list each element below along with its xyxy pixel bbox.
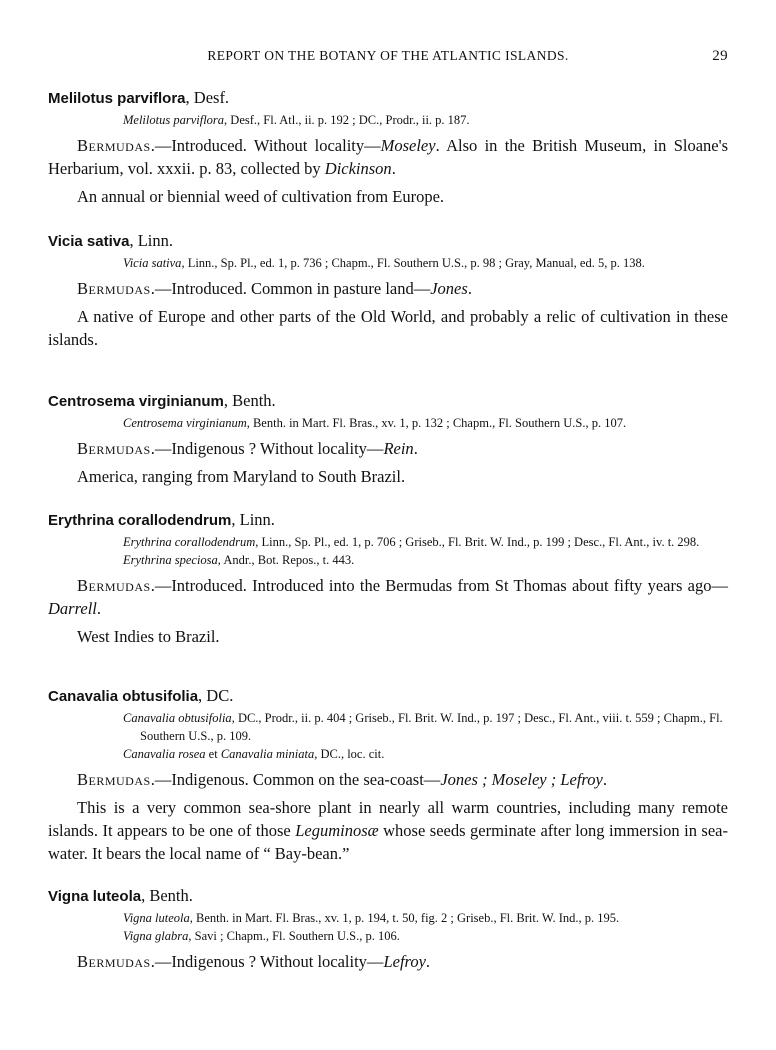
species-name: Canavalia obtusifolia xyxy=(48,688,199,705)
record-text: . xyxy=(96,599,102,618)
species-author: , Linn. xyxy=(129,231,173,250)
collector-name: Dickinson xyxy=(324,159,392,178)
species-heading xyxy=(48,391,728,412)
reference-taxon: Erythrina corallodendrum xyxy=(123,535,256,549)
reference-citation: , Linn., Sp. Pl., ed. 1, p. 736 ; Chapm., Fl. Southern U.S., p. 98 ; Gray, Manual, ed. 5, p. 138. xyxy=(181,256,645,270)
record-text: . xyxy=(425,952,431,971)
reference-citation: , Savi ; Chapm., Fl. Southern U.S., p. 106. xyxy=(188,929,400,943)
reference-taxon: Vigna glabra xyxy=(123,929,189,943)
record-text: .—Indigenous ? Without locality— xyxy=(150,439,384,458)
locality-record xyxy=(48,950,728,973)
reference-taxon: Canavalia rosea xyxy=(123,747,206,761)
species-entry xyxy=(48,88,728,208)
reference-taxon: Canavalia miniata xyxy=(220,747,315,761)
species-name: Erythrina corallodendrum xyxy=(48,512,232,529)
record-text: .—Introduced. Introduced into the Bermudas from St Thomas about fifty years ago— xyxy=(150,576,728,595)
species-entry xyxy=(48,231,728,351)
species-author: , Linn. xyxy=(231,510,275,529)
collector-name: Jones xyxy=(430,279,468,298)
reference xyxy=(65,533,728,551)
page-number: 29 xyxy=(712,48,728,64)
running-title: REPORT ON THE BOTANY OF THE ATLANTIC ISLANDS. xyxy=(207,48,569,63)
reference-citation: , Desf., Fl. Atl., ii. p. 192 ; DC., Prodr., ii. p. 187. xyxy=(224,113,470,127)
region-label: Bermudas xyxy=(77,279,151,298)
record-text: . xyxy=(391,159,396,178)
species-name: Vicia sativa xyxy=(48,233,130,250)
species-name: Vigna luteola xyxy=(48,888,142,905)
record-text: .—Indigenous. Common on the sea-coast— xyxy=(150,770,441,789)
reference-taxon: Vigna luteola xyxy=(123,911,190,925)
reference-citation: , Andr., Bot. Repos., t. 443. xyxy=(217,553,355,567)
reference-citation: , DC., Prodr., ii. p. 404 ; Griseb., Fl. Brit. W. Ind., p. 197 ; Desc., Fl. Ant., viii. t. 559 ; Chapm., Fl. Southern U.S., p. 109. xyxy=(140,711,723,743)
reference-citation: , Benth. in Mart. Fl. Bras., xv. 1, p. 132 ; Chapm., Fl. Southern U.S., p. 107. xyxy=(246,416,627,430)
species-name: Centrosema virginianum xyxy=(48,393,224,410)
species-heading xyxy=(48,88,728,109)
locality-record xyxy=(48,768,728,791)
collector-name: Jones ; Moseley ; Lefroy xyxy=(440,770,603,789)
note-text: whose seeds germinate after long immersion in sea-water. It bears the local name of “ Bay-bean.” xyxy=(48,821,728,863)
reference-citation: , DC., loc. cit. xyxy=(314,747,385,761)
species-entry xyxy=(48,886,728,973)
reference-citation: et xyxy=(205,747,221,761)
reference xyxy=(65,927,728,945)
record-text: .—Introduced. Common in pasture land— xyxy=(150,279,431,298)
record-text: . xyxy=(602,770,607,789)
reference-citation: , Linn., Sp. Pl., ed. 1, p. 706 ; Griseb., Fl. Brit. W. Ind., p. 199 ; Desc., Fl. Ant., iv. t. 298. xyxy=(255,535,700,549)
record-text: . xyxy=(467,279,472,298)
species-heading xyxy=(48,510,728,531)
region-label: Bermudas xyxy=(77,770,151,789)
species-heading xyxy=(48,686,728,707)
distribution-note: America, ranging from Maryland to South Brazil. xyxy=(77,467,406,486)
reference xyxy=(65,909,728,927)
collector-name: Rein xyxy=(383,439,414,458)
region-label: Bermudas xyxy=(77,952,151,971)
reference-taxon: Vicia sativa xyxy=(123,256,182,270)
collector-name: Moseley xyxy=(380,136,436,155)
reference xyxy=(65,551,728,569)
reference-taxon: Melilotus parviflora xyxy=(123,113,225,127)
record-text: .—Indigenous ? Without locality— xyxy=(150,952,384,971)
species-name: Melilotus parviflora xyxy=(48,90,186,107)
region-label: Bermudas xyxy=(77,576,151,595)
species-entry xyxy=(48,510,728,648)
distribution-note: West Indies to Brazil. xyxy=(77,627,220,646)
distribution-note: A native of Europe and other parts of the Old World, and probably a relic of cultivation in these islands. xyxy=(48,307,728,349)
distribution-note xyxy=(48,796,728,865)
running-header xyxy=(48,48,728,68)
collector-name: Darrell xyxy=(48,599,97,618)
species-author: , Benth. xyxy=(223,391,276,410)
record-text: .—Introduced. Without locality— xyxy=(150,136,381,155)
species-author: , Benth. xyxy=(141,886,193,905)
species-heading xyxy=(48,231,728,252)
reference xyxy=(65,745,728,763)
species-entry xyxy=(48,686,728,865)
species-entry xyxy=(48,391,728,488)
note-taxon: Leguminosæ xyxy=(295,821,379,840)
species-author: , DC. xyxy=(198,686,234,705)
reference-taxon: Centrosema virginianum xyxy=(123,416,247,430)
region-label: Bermudas xyxy=(77,136,151,155)
reference-taxon: Erythrina speciosa xyxy=(123,553,218,567)
region-label: Bermudas xyxy=(77,439,151,458)
locality-record xyxy=(48,134,728,180)
record-text: . xyxy=(413,439,418,458)
species-heading xyxy=(48,886,728,907)
reference xyxy=(65,414,728,432)
note-text: This is a very common sea-shore plant in nearly all warm countries, including many remote islands. It appears to be one of those xyxy=(48,798,728,840)
locality-record xyxy=(48,277,728,300)
reference-taxon: Canavalia obtusifolia xyxy=(123,711,232,725)
reference xyxy=(65,709,728,745)
reference-citation: , Benth. in Mart. Fl. Bras., xv. 1, p. 194, t. 50, fig. 2 ; Griseb., Fl. Brit. W. Ind., p. 195. xyxy=(189,911,620,925)
collector-name: Lefroy xyxy=(383,952,426,971)
record-text: . Also in the British Museum, in Sloane's Herbarium, vol. xxxii. p. 83, collected by xyxy=(48,136,728,178)
locality-record xyxy=(48,437,728,460)
distribution-note: An annual or biennial weed of cultivation from Europe. xyxy=(77,187,445,206)
reference xyxy=(65,111,728,129)
locality-record xyxy=(48,574,728,620)
species-author: , Desf. xyxy=(185,88,230,107)
reference xyxy=(65,254,728,272)
